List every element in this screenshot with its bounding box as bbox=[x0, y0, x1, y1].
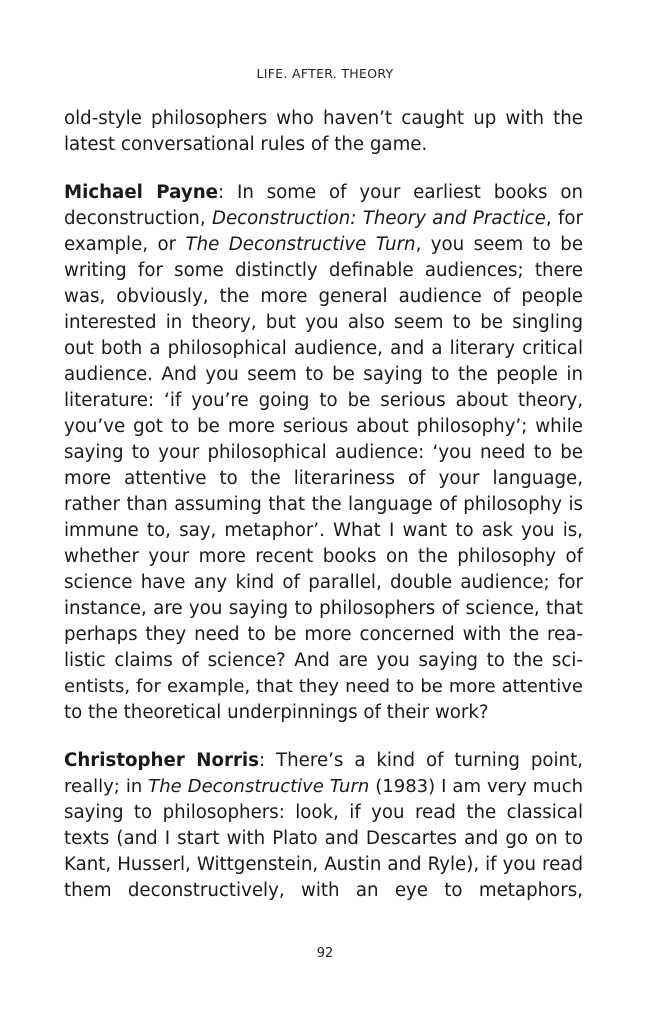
text-line bbox=[64, 492, 583, 518]
text-line bbox=[64, 622, 583, 648]
text-line bbox=[64, 648, 583, 674]
text-run: whether your more recent books on the philosophy of bbox=[64, 546, 583, 567]
text-run: perhaps they need to be more concerned with the rea- bbox=[64, 624, 583, 645]
text-line bbox=[64, 518, 583, 544]
text-run: : There’s a kind of turning point, bbox=[258, 750, 583, 771]
text-line bbox=[64, 826, 583, 852]
text-line bbox=[64, 414, 583, 440]
text-run: you’ve got to be more serious about philosophy’; while bbox=[64, 416, 583, 437]
text-run: : In some of your earliest books on bbox=[218, 182, 583, 203]
text-run: to the theoretical underpinnings of their work? bbox=[64, 702, 489, 723]
text-run: , for bbox=[545, 208, 584, 229]
text-line bbox=[64, 180, 583, 206]
text-run: out both a philosophical audience, and a literary critical bbox=[64, 338, 583, 359]
text-line bbox=[64, 440, 583, 466]
text-line bbox=[64, 878, 583, 904]
speaker-name: Christopher Norris bbox=[64, 750, 259, 771]
text-run: literature: ‘if you’re going to be serious about theory, bbox=[64, 390, 583, 411]
text-line bbox=[64, 106, 583, 132]
text-run: rather than assuming that the language of philosophy is bbox=[64, 494, 583, 515]
book-title: The Deconstructive Turn bbox=[148, 776, 370, 797]
text-line bbox=[64, 748, 583, 774]
text-run: texts (and I start with Plato and Descartes and go on to bbox=[64, 828, 583, 849]
text-line bbox=[64, 774, 583, 800]
text-run: was, obviously, the more general audience of people bbox=[64, 286, 583, 307]
text-run: science have any kind of parallel, double audience; for bbox=[64, 572, 583, 593]
text-line bbox=[64, 258, 583, 284]
book-title: The Deconstructive Turn bbox=[185, 234, 416, 255]
text-line bbox=[64, 544, 583, 570]
text-line bbox=[64, 388, 583, 414]
speaker-name: Michael Payne bbox=[64, 182, 218, 203]
text-line bbox=[64, 674, 583, 700]
text-run: them deconstructively, with an eye to metaphors, bbox=[64, 880, 583, 901]
text-run: Kant, Husserl, Wittgenstein, Austin and Ryle), if you read bbox=[64, 854, 583, 875]
text-line bbox=[64, 466, 583, 492]
text-run: entists, for example, that they need to be more attentive bbox=[64, 676, 583, 697]
page-number: 92 bbox=[316, 946, 334, 961]
text-line bbox=[64, 132, 583, 158]
text-run: latest conversational rules of the game. bbox=[64, 134, 428, 155]
text-run: audience. And you seem to be saying to the people in bbox=[64, 364, 583, 385]
text-line bbox=[64, 206, 583, 232]
text-line bbox=[64, 570, 583, 596]
text-line bbox=[64, 700, 583, 726]
running-head: LIFE. AFTER. THEORY bbox=[256, 66, 394, 81]
text-run: deconstruction, bbox=[64, 208, 212, 229]
text-run: saying to philosophers: look, if you read the classical bbox=[64, 802, 583, 823]
text-line bbox=[64, 284, 583, 310]
text-run: listic claims of science? And are you saying to the sci- bbox=[64, 650, 583, 671]
text-run: (1983) I am very much bbox=[369, 776, 583, 797]
text-run: example, or bbox=[64, 234, 186, 255]
text-run: really; in bbox=[64, 776, 149, 797]
text-line bbox=[64, 232, 583, 258]
text-run: more attentive to the literariness of your language, bbox=[64, 468, 583, 489]
text-line bbox=[64, 596, 583, 622]
text-line bbox=[64, 852, 583, 878]
text-line bbox=[64, 362, 583, 388]
text-run: old-style philosophers who haven’t caught up with the bbox=[64, 108, 583, 129]
text-line bbox=[64, 310, 583, 336]
text-run: immune to, say, metaphor’. What I want to ask you is, bbox=[64, 520, 583, 541]
book-title: Deconstruction: Theory and Practice bbox=[211, 208, 546, 229]
text-run: writing for some distinctly definable audiences; there bbox=[64, 260, 583, 281]
text-line bbox=[64, 800, 583, 826]
text-run: interested in theory, but you also seem to be singling bbox=[64, 312, 583, 333]
text-run: , you seem to be bbox=[415, 234, 584, 255]
text-line bbox=[64, 336, 583, 362]
text-run: saying to your philosophical audience: ‘you need to be bbox=[64, 442, 583, 463]
text-run: instance, are you saying to philosophers of science, that bbox=[64, 598, 583, 619]
